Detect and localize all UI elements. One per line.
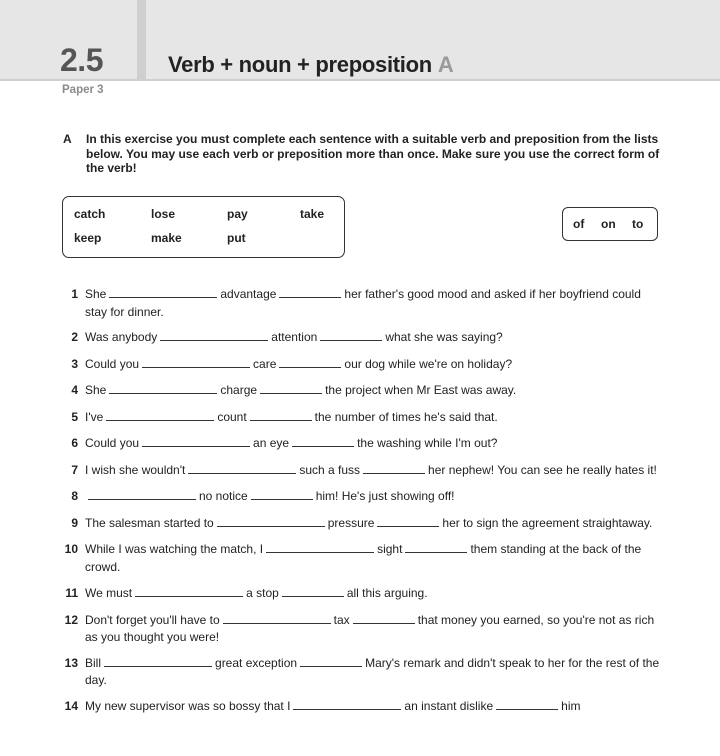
item-text: an instant dislike xyxy=(404,698,494,713)
exercise-item xyxy=(0,541,665,576)
item-text: count xyxy=(217,409,247,424)
preposition-item: on xyxy=(601,217,616,231)
item-text: them standing at the back of the crowd. xyxy=(85,542,642,574)
instructions: In this exercise you must complete each sentence with a suitable verb and preposition from the lists below. You may use each verb or preposition more than once. Make sure you use the correct form of the verb! xyxy=(86,132,660,175)
item-text: She xyxy=(85,383,107,397)
preposition-list-box xyxy=(562,207,658,241)
item-text: our dog while we're on holiday? xyxy=(344,356,513,371)
exercise-item xyxy=(0,329,665,347)
item-text: Could you xyxy=(85,356,140,371)
item-text: the project when Mr East was away. xyxy=(325,383,517,397)
item-text: him! He's just showing off! xyxy=(315,489,455,503)
item-text: great exception xyxy=(215,655,298,670)
preposition-item: to xyxy=(632,217,644,231)
item-text: She xyxy=(85,287,107,301)
item-text: care xyxy=(253,356,277,371)
exercise-item xyxy=(0,698,665,716)
item-number: 7 xyxy=(71,462,78,477)
exercise-item xyxy=(0,655,665,690)
preposition-blank[interactable] xyxy=(279,287,341,298)
verb-blank[interactable] xyxy=(104,656,212,667)
exercise-item xyxy=(0,356,665,374)
verb-item: pay xyxy=(227,207,248,221)
preposition-blank[interactable] xyxy=(250,410,312,421)
preposition-blank[interactable] xyxy=(282,586,344,597)
page-title xyxy=(168,52,453,78)
page-title-part: A xyxy=(437,52,454,77)
preposition-blank[interactable] xyxy=(377,516,439,527)
item-text: that money you earned, so you're not as rich as you thought you were! xyxy=(85,612,655,644)
exercise-item xyxy=(0,515,665,533)
exercise-item xyxy=(0,435,665,453)
item-text: a stop xyxy=(246,586,279,600)
exercise-item xyxy=(0,286,665,321)
exercise-item xyxy=(0,462,665,480)
preposition-blank[interactable] xyxy=(363,463,425,474)
page-title-text: Verb + noun + preposition xyxy=(168,52,432,77)
section-letter: A xyxy=(63,132,72,146)
item-text: While I was watching the match, I xyxy=(85,542,264,556)
verb-blank[interactable] xyxy=(88,489,196,500)
item-number: 13 xyxy=(64,655,78,670)
verb-blank[interactable] xyxy=(142,357,250,368)
item-text: I wish she wouldn't xyxy=(85,462,186,477)
item-text: no notice xyxy=(199,489,248,503)
verb-blank[interactable] xyxy=(142,436,250,447)
item-text: all this arguing. xyxy=(346,586,428,600)
item-number: 8 xyxy=(71,489,78,503)
verb-blank[interactable] xyxy=(160,330,268,341)
item-number: 1 xyxy=(71,287,78,301)
item-number: 6 xyxy=(71,436,78,450)
preposition-blank[interactable] xyxy=(300,656,362,667)
item-text: My new supervisor was so bossy that I xyxy=(85,698,291,713)
verb-blank[interactable] xyxy=(188,463,296,474)
verb-blank[interactable] xyxy=(293,699,401,710)
header-rule xyxy=(0,79,720,81)
item-text: advantage xyxy=(220,287,277,301)
item-text: I've xyxy=(85,409,104,424)
verb-item: put xyxy=(227,231,246,245)
item-text: Mary's remark and didn't speak to her for the rest of the day. xyxy=(85,655,660,687)
preposition-blank[interactable] xyxy=(353,613,415,624)
preposition-blank[interactable] xyxy=(320,330,382,341)
exercise-items xyxy=(0,286,720,724)
preposition-blank[interactable] xyxy=(279,357,341,368)
preposition-blank[interactable] xyxy=(260,383,322,394)
item-text: the number of times he's said that. xyxy=(314,409,498,424)
item-text: The salesman started to xyxy=(85,515,214,530)
item-text: We must xyxy=(85,586,133,600)
item-text: attention xyxy=(271,330,318,344)
unit-number: 2.5 xyxy=(60,42,103,78)
item-text: Was anybody xyxy=(85,330,158,344)
exercise-item xyxy=(0,382,665,400)
preposition-blank[interactable] xyxy=(405,542,467,553)
verb-blank[interactable] xyxy=(135,586,243,597)
item-number: 12 xyxy=(64,612,78,627)
item-text: pressure xyxy=(327,515,375,530)
item-text: her nephew! You can see he really hates it! xyxy=(428,462,657,477)
item-number: 14 xyxy=(64,698,78,713)
verb-item: take xyxy=(300,207,325,221)
verb-list-box xyxy=(62,196,345,258)
item-text: her to sign the agreement straightaway. xyxy=(442,515,653,530)
item-text: sight xyxy=(377,542,403,556)
verb-blank[interactable] xyxy=(223,613,331,624)
exercise-item xyxy=(0,585,665,603)
exercise-item xyxy=(0,488,665,506)
item-text: him xyxy=(561,698,581,713)
item-number: 4 xyxy=(71,383,78,397)
header-divider xyxy=(137,0,146,80)
item-number: 5 xyxy=(71,409,78,424)
verb-blank[interactable] xyxy=(106,410,214,421)
verb-blank[interactable] xyxy=(217,516,325,527)
exercise-item xyxy=(0,612,665,647)
exercise-item xyxy=(0,409,665,427)
item-text: such a fuss xyxy=(299,462,361,477)
item-number: 3 xyxy=(71,356,78,371)
preposition-item: of xyxy=(573,217,585,231)
preposition-blank[interactable] xyxy=(292,436,354,447)
preposition-blank[interactable] xyxy=(251,489,313,500)
verb-blank[interactable] xyxy=(266,542,374,553)
paper-label: Paper 3 xyxy=(62,84,104,96)
item-text: an eye xyxy=(253,436,290,450)
item-text: Could you xyxy=(85,436,140,450)
preposition-blank[interactable] xyxy=(496,699,558,710)
item-number: 9 xyxy=(71,515,78,530)
verb-item: make xyxy=(151,231,182,245)
item-text: Bill xyxy=(85,655,102,670)
verb-blank[interactable] xyxy=(109,287,217,298)
item-text: the washing while I'm out? xyxy=(357,436,498,450)
verb-item: catch xyxy=(74,207,106,221)
item-text: Don't forget you'll have to xyxy=(85,612,220,627)
item-number: 10 xyxy=(64,542,78,556)
item-number: 2 xyxy=(71,330,78,344)
verb-item: lose xyxy=(151,207,176,221)
verb-blank[interactable] xyxy=(109,383,217,394)
verb-item: keep xyxy=(74,231,102,245)
item-text: charge xyxy=(220,383,258,397)
item-number: 11 xyxy=(65,586,78,600)
item-text: her father's good mood and asked if her boyfriend could stay for dinner. xyxy=(85,287,641,319)
item-text: tax xyxy=(333,612,350,627)
item-text: what she was saying? xyxy=(385,330,503,344)
